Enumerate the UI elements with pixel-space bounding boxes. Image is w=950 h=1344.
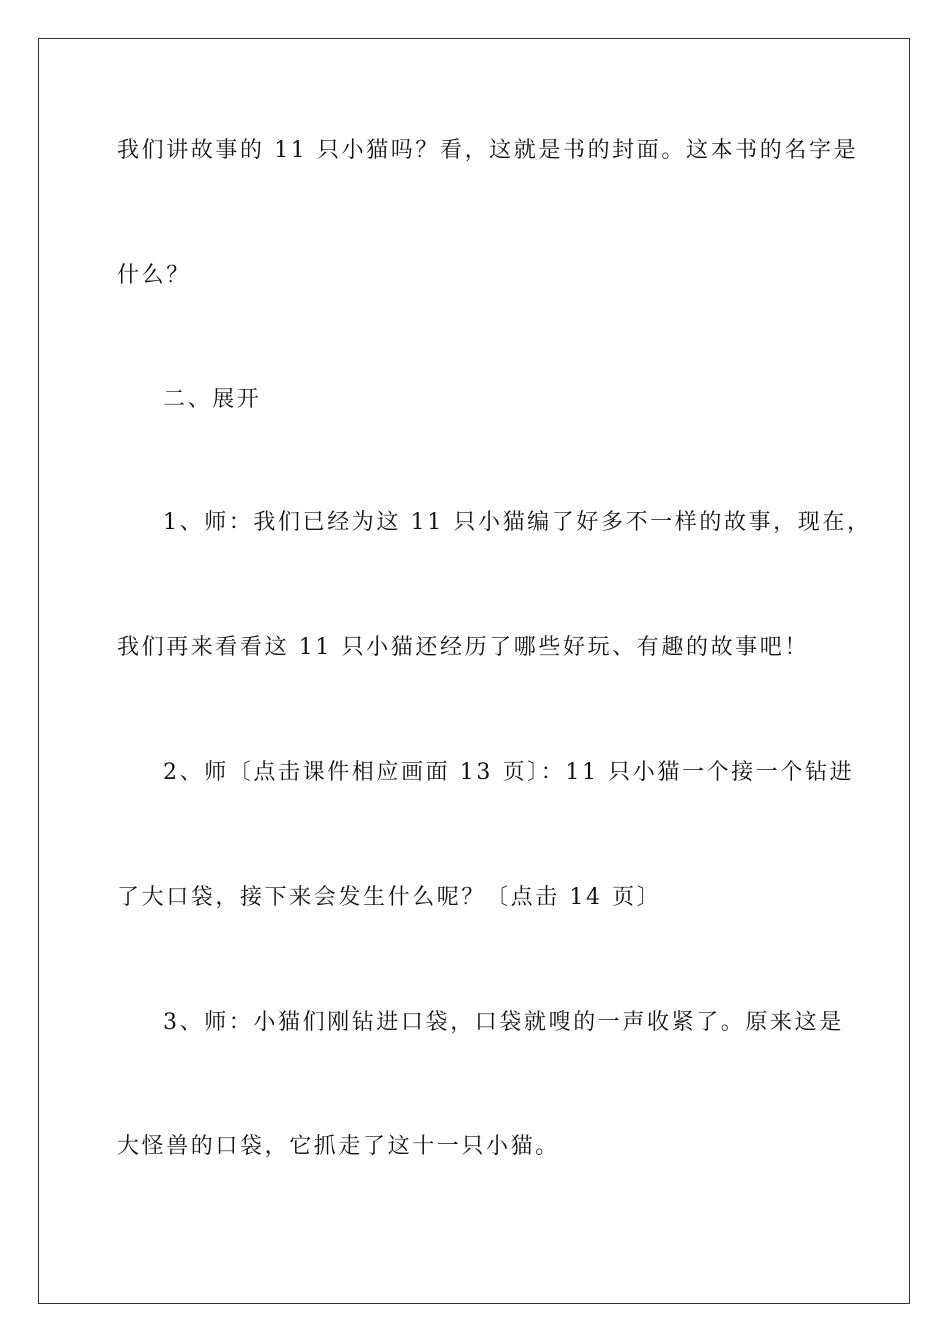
paragraph-line-5: 我们再来看看这 11 只小猫还经历了哪些好玩、有趣的故事吧！ xyxy=(117,635,809,660)
page-frame xyxy=(38,38,910,1304)
paragraph-line-9: 大怪兽的口袋，它抓走了这十一只小猫。 xyxy=(117,1134,560,1159)
paragraph-line-1: 我们讲故事的 11 只小猫吗？看，这就是书的封面。这本书的名字是 xyxy=(117,138,859,163)
paragraph-line-7: 了大口袋，接下来会发生什么呢？〔点击 14 页〕 xyxy=(117,885,662,910)
paragraph-line-8: 3、师：小猫们刚钻进口袋，口袋就嗖的一声收紧了。原来这是 xyxy=(163,1010,844,1035)
section-heading: 二、展开 xyxy=(163,387,262,412)
paragraph-line-6: 2、师〔点击课件相应画面 13 页〕：11 只小猫一个接一个钻进 xyxy=(163,760,855,785)
paragraph-line-2: 什么？ xyxy=(117,263,191,288)
paragraph-line-4: 1、师：我们已经为这 11 只小猫编了好多不一样的故事，现在， xyxy=(163,510,872,535)
